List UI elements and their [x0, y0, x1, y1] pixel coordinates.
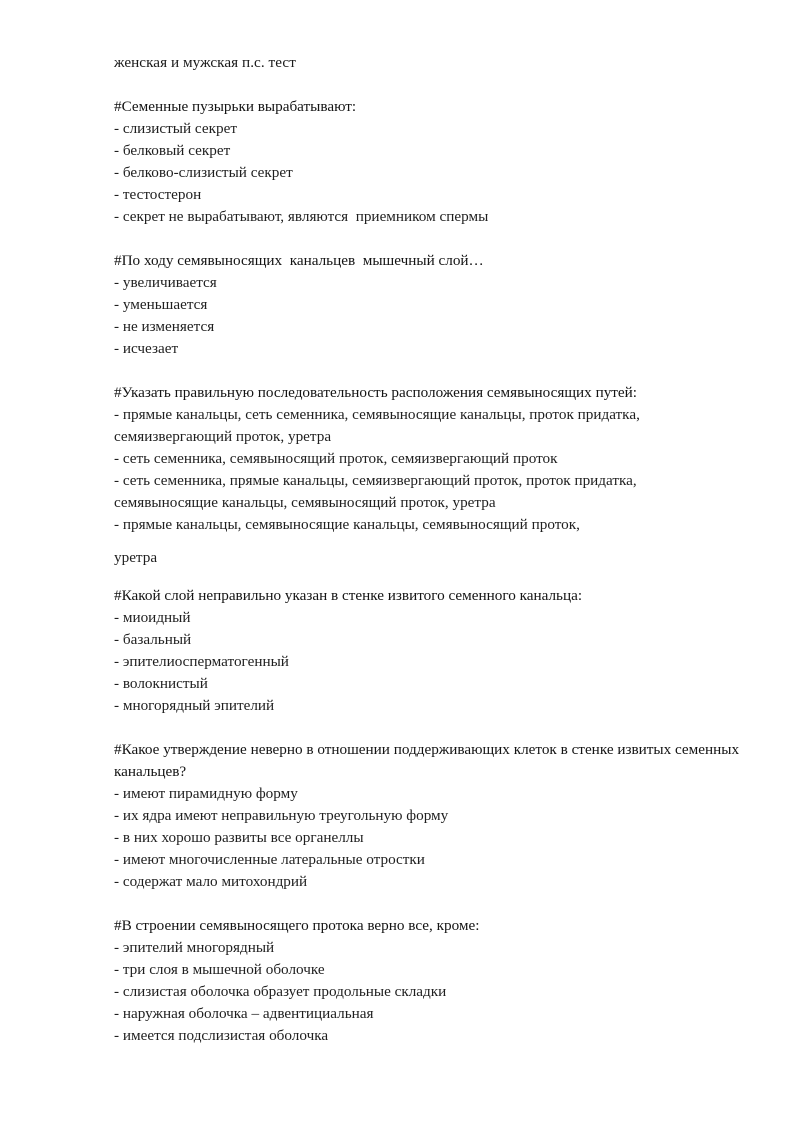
spacer	[114, 228, 744, 250]
answer-option: - секрет не вырабатывают, являются приемником спермы	[114, 208, 489, 225]
answer-option: - белково-слизистый секрет	[114, 164, 293, 181]
answer-option: - белковый секрет	[114, 142, 231, 159]
question-heading: #Семенные пузырьки вырабатывают:	[114, 98, 357, 115]
spacer	[114, 569, 744, 585]
question-block	[114, 382, 744, 569]
document-body	[114, 52, 744, 1047]
answer-option: - эпителиосперматогенный	[114, 653, 289, 670]
answer-option: - три слоя в мышечной оболочке	[114, 961, 325, 978]
question-heading: #Какое утверждение неверно в отношении поддерживающих клеток в стенке извитых семенных канальцев?	[114, 741, 743, 780]
answer-option: - прямые канальцы, семявыносящие канальцы, семявыносящий проток,	[114, 516, 580, 533]
answer-option: - прямые канальцы, сеть семенника, семявыносящие канальцы, проток придатка, семяизвергающий проток, уретра	[114, 406, 644, 445]
spacer	[114, 536, 744, 547]
question-heading: #Указать правильную последовательность расположения семявыносящих путей:	[114, 384, 638, 401]
answer-option: - их ядра имеют неправильную треугольную форму	[114, 807, 449, 824]
answer-option: - имеют многочисленные латеральные отростки	[114, 851, 425, 868]
answer-option: - эпителий многорядный	[114, 939, 275, 956]
answer-option: - в них хорошо развиты все органеллы	[114, 829, 364, 846]
question-block	[114, 250, 744, 360]
answer-option: - базальный	[114, 631, 192, 648]
answer-option: - волокнистый	[114, 675, 208, 692]
answer-option: - миоидный	[114, 609, 191, 626]
document-title: женская и мужская п.с. тест	[114, 54, 296, 71]
answer-option: - содержат мало митохондрий	[114, 873, 308, 890]
spacer	[114, 360, 744, 382]
question-block	[114, 915, 744, 1047]
answer-option: - не изменяется	[114, 318, 215, 335]
answer-option: - увеличивается	[114, 274, 217, 291]
answer-option-continuation: уретра	[114, 549, 158, 566]
question-heading: #По ходу семявыносящих канальцев мышечный слой…	[114, 252, 484, 269]
question-block	[114, 96, 744, 228]
answer-option: - слизистый секрет	[114, 120, 237, 137]
spacer	[114, 893, 744, 915]
answer-option: - слизистая оболочка образует продольные складки	[114, 983, 447, 1000]
answer-option: - уменьшается	[114, 296, 208, 313]
spacer	[114, 717, 744, 739]
answer-option: - сеть семенника, семявыносящий проток, семяизвергающий проток	[114, 450, 558, 467]
question-heading: #Какой слой неправильно указан в стенке извитого семенного канальца:	[114, 587, 583, 604]
answer-option: - многорядный эпителий	[114, 697, 275, 714]
answer-option: - исчезает	[114, 340, 179, 357]
answer-option: - имеется подслизистая оболочка	[114, 1027, 329, 1044]
answer-option: - тестостерон	[114, 186, 202, 203]
answer-option: - сеть семенника, прямые канальцы, семяизвергающий проток, проток придатка, семявыносящие канальцы, семявыносящий проток, уретра	[114, 472, 641, 511]
question-block	[114, 739, 744, 893]
spacer	[114, 74, 744, 96]
answer-option: - имеют пирамидную форму	[114, 785, 298, 802]
question-block	[114, 585, 744, 717]
answer-option: - наружная оболочка – адвентициальная	[114, 1005, 374, 1022]
question-heading: #В строении семявыносящего протока верно все, кроме:	[114, 917, 480, 934]
